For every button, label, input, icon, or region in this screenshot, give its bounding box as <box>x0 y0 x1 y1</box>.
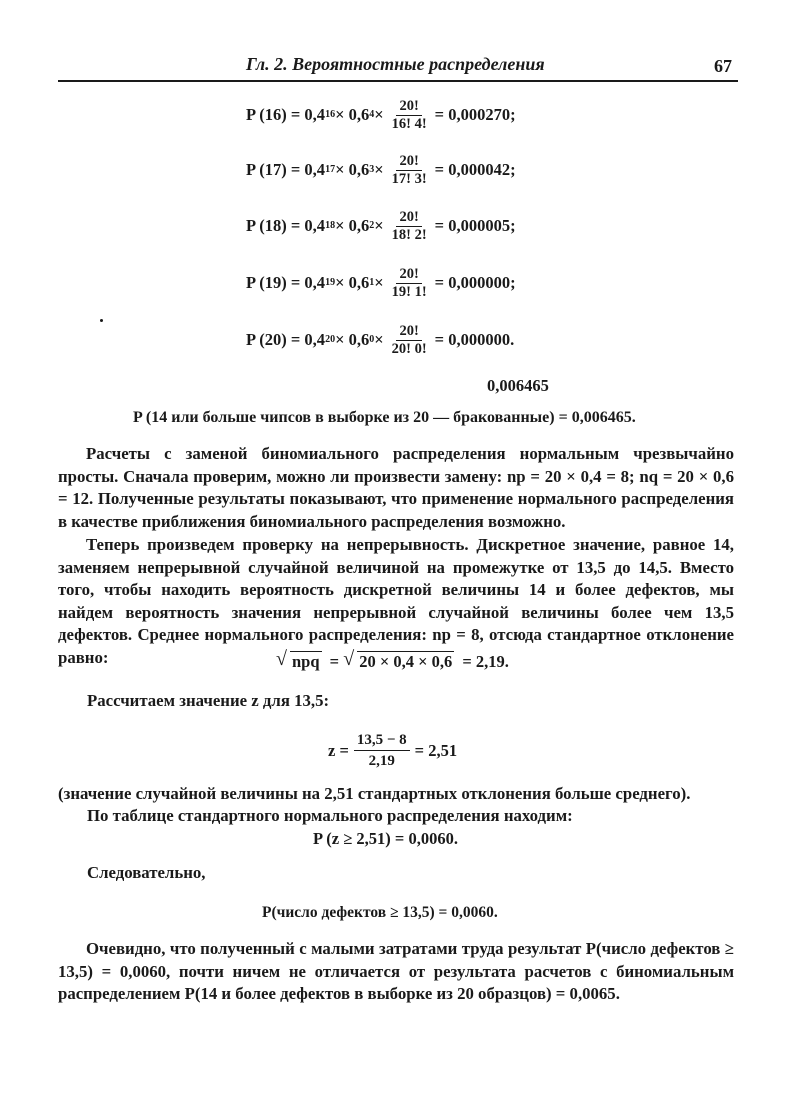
conclusion-line: P (14 или больше чипсов в выборке из 20 — бракованные) = 0,006465. <box>133 409 636 426</box>
paragraph-final: Очевидно, что полученный с малыми затратами труда результат P(число дефектов ≥ 13,5) = 0,0060, почти ничем не отличается от результата расчетов с биномиальным распределением P(14 и более дефектов в выборке из 20 образцов) = 0,0065. <box>58 939 734 1004</box>
sqrt-formula: √ npq = √ 20 × 0,4 × 0,6 = 2,19. <box>276 648 509 671</box>
chapter-title: Гл. 2. Вероятностные распределения <box>246 54 545 74</box>
z-intro: Рассчитаем значение z для 13,5: <box>87 691 330 710</box>
paragraph-normal-approx: Расчеты с заменой биномиального распределения нормальным чрезвычайно просты. Сначала проверим, можно ли произвести замену: np = 20 × 0,4 = 8; nq = 20 × 0,6 = 12. Полученные результаты показывают, что применение нормального распределения в качестве приближения биномиального распределения возможно. <box>58 444 734 531</box>
equation-p19: P (19) = 0,4 19 × 0,6 1 × $\frac{20!}{19! 1!}$ = 0,000000; <box>246 265 516 300</box>
running-header <box>58 50 738 82</box>
table-lookup: По таблице стандартного нормального распределения находим: <box>87 806 573 825</box>
equation-p17: P (17) = 0,4 17 × 0,6 3 × $\frac{20!}{17! 3!}$ = 0,000042; <box>246 152 516 187</box>
p-z-result: P (z ≥ 2,51) = 0,0060. <box>313 829 458 848</box>
page-number: 67 <box>714 56 732 76</box>
equation-p20: P (20) = 0,4 20 × 0,6 0 × $\frac{20!}{20! 0!}$ = 0,000000. <box>246 322 515 357</box>
sum-total: 0,006465 <box>487 376 549 395</box>
z-note: (значение случайной величины на 2,51 стандартных отклонения больше среднего). <box>58 784 691 803</box>
p-defects-result: P(число дефектов ≥ 13,5) = 0,0060. <box>262 904 498 921</box>
therefore: Следовательно, <box>87 863 206 882</box>
stray-dot <box>100 319 103 322</box>
paragraph-continuity: Теперь произведем проверку на непрерывность. Дискретное значение, равное 14, заменяем непрерывной случайной величиной на промежутке от 13,5 до 14,5. Вместо того, чтобы находить вероятность дискретной величины 14 и более дефектов, мы найдем вероятность значения непрерывной случайной величины более чем 13,5 дефектов. Среднее нормального распределения: np = 8, отсюда стандартное отклонение равно: <box>58 535 734 667</box>
equation-p18: P (18) = 0,4 18 × 0,6 2 × $\frac{20!}{18! 2!}$ = 0,000005; <box>246 208 516 243</box>
equation-p16: P (16) = 0,4 16 × 0,6 4 × $\frac{20!}{16! 4!}$ = 0,000270; <box>246 97 516 132</box>
z-formula: z = $\frac{13,5 - 8}{2,19}$ = 2,51 <box>328 732 458 769</box>
